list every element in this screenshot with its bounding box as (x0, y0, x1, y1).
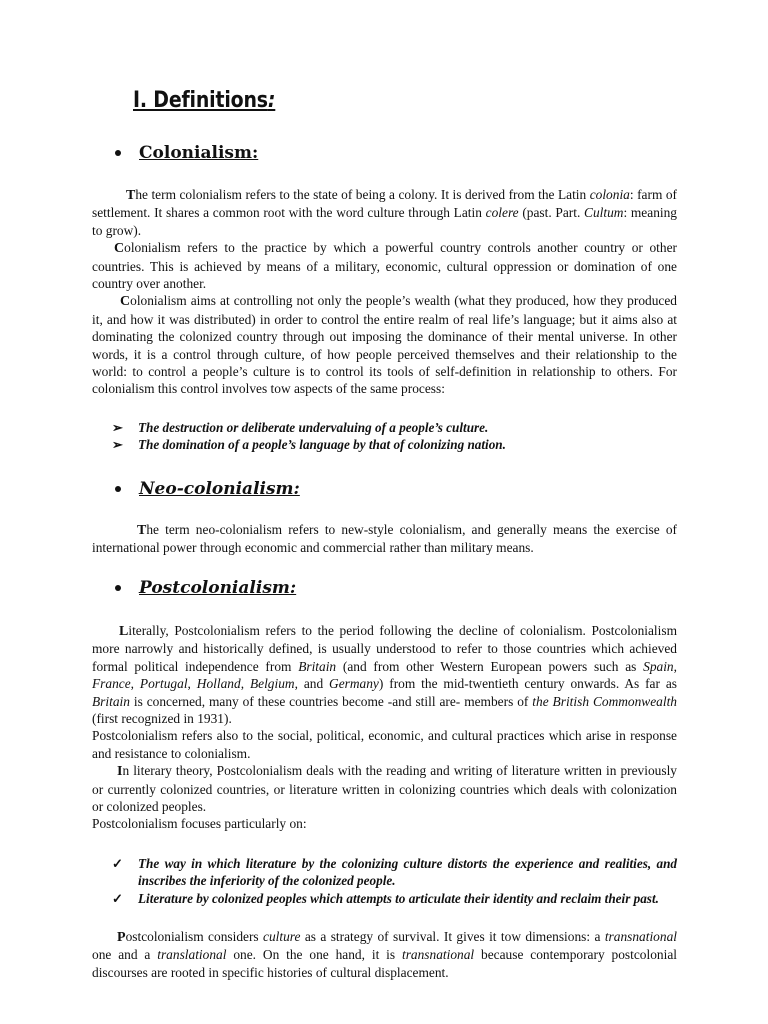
section-heading-neo-colonialism: Neo-colonialism: (115, 479, 300, 499)
paragraph: Literally, Postcolonialism refers to the period following the decline of colonialism. Postcolonialism more narrowly and historically defined, is usually understood to refer to those countries which achieved formal political independence from Britain (and from other Western European powers such as Spain, France, Portugal, Holland, Belgium, and Germany) from the mid-twentieth century onwards. As far as Britain is concerned, many of these countries become -and still are- members of the British Commonwealth (first recognized in 1931). (92, 623, 678, 727)
section-heading-colonialism: Colonialism: (115, 143, 258, 163)
paragraph: Postcolonialism considers culture as a strategy of survival. It gives it tow dimensions: a transnational one and a translational one. On the one hand, it is transnational because contemporary postcolonial discourses are rooted in specific histories of cultural displacement. (92, 929, 677, 980)
paragraph: Colonialism refers to the practice by which a powerful country controls another country or other countries. This is achieved by means of a military, economic, cultural oppression or domination of one country over another. (92, 240, 677, 292)
postcolonialism-closing-text (92, 928, 677, 981)
section-heading-postcolonialism: Postcolonialism: (115, 578, 296, 598)
check-icon: ✓ (112, 890, 124, 906)
list-item: ➢ The destruction or deliberate undervaluing of a people’s culture. (112, 420, 489, 435)
paragraph: Postcolonialism focuses particularly on: (92, 816, 307, 832)
colonialism-text (92, 186, 677, 398)
bullet-dot (115, 486, 121, 492)
postcolonialism-bullet-list (112, 855, 677, 907)
paragraph: In literary theory, Postcolonialism deals with the reading and writing of literature written in previously or currently colonized countries, or literature written in colonizing countries which deals with colonization or colonized peoples. (92, 763, 677, 815)
colonialism-bullet-list (112, 419, 677, 454)
neo-colonialism-text (92, 521, 677, 557)
paragraph: Postcolonialism refers also to the social, political, economic, and cultural practices which arise in response and resistance to colonialism. (92, 728, 677, 761)
bullet-dot (115, 150, 121, 156)
check-icon: ✓ (112, 856, 124, 871)
page-title: I. Definitions: (133, 88, 276, 113)
paragraph: The term neo-colonialism refers to new-style colonialism, and generally means the exercise of international power through economic and commercial rather than military means. (92, 522, 677, 556)
paragraph: Colonialism aims at controlling not only the people’s wealth (what they produced, how they produced it, and how it was distributed) in order to control the entire realm of real life’s language; but it aims also at dominating the colonized country through out imposing the dominance of their mental universe. In other words, it is a control through culture, of how people perceived themselves and their relationship to the world: to control a people’s culture is to control its tools of self-definition in relationship to others. For colonialism this control involves tow aspects of the same process: (92, 293, 677, 397)
list-item: ➢ The domination of a people’s language by that of colonizing nation. (112, 437, 506, 453)
bullet-dot (115, 585, 121, 591)
postcolonialism-text (92, 622, 677, 833)
list-item: ✓ Literature by colonized peoples which attempts to articulate their identity and reclaim their past. (112, 890, 659, 906)
arrow-icon: ➢ (112, 420, 124, 435)
arrow-icon: ➢ (112, 437, 124, 453)
paragraph: The term colonialism refers to the state of being a colony. It is derived from the Latin colonia: farm of settlement. It shares a common root with the word culture through Latin colere (past. Part. Cultum: meaning to grow). (92, 187, 678, 238)
list-item: ✓ The way in which literature by the colonizing culture distorts the experience and realities, and inscribes the inferiority of the colonized people. (112, 856, 677, 889)
